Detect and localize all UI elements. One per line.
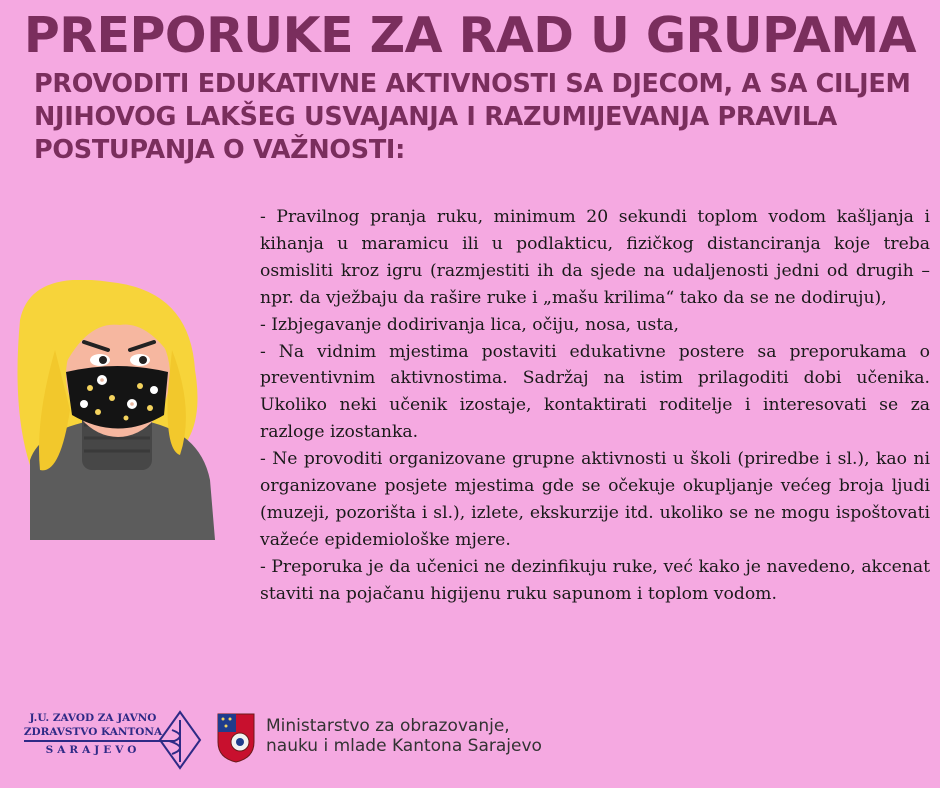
public-health-institute-logo (18, 708, 203, 770)
logo-divider (24, 740, 174, 742)
canton-coat-of-arms-icon (216, 712, 256, 764)
recommendation-item: - Izbjegavanje dodirivanja lica, očiju, nosa, usta, (260, 314, 679, 335)
recommendation-item: - Preporuka je da učenici ne dezinfikuju ruke, već kako je navedeno, akcenat staviti na pojačanu higijenu ruku sapunom i toplom vodom. (260, 556, 930, 604)
page-title: PREPORUKE ZA RAD U GRUPAMA (23, 7, 917, 64)
logo1-line2: ZDRAVSTVO KANTONA (23, 726, 163, 738)
ministry-name (266, 716, 542, 756)
recommendation-item: - Na vidnim mjestima postaviti edukativne postere sa preporukama o preventivnim aktivnostima. Sadržaj na istim prilagoditi dobi učenika. Ukoliko neki učenik izostaje, kontaktirati roditelje i interesovati se za razloge izostanka. (260, 341, 930, 443)
logo1-line1: J.U. ZAVOD ZA JAVNO (29, 712, 157, 724)
ministry-line1: Ministarstvo za obrazovanje, (266, 716, 510, 736)
subtitle-line: POSTUPANJA O VAŽNOSTI: (34, 135, 406, 165)
ministry-logo (216, 712, 556, 768)
subtitle-line: NJIHOVOG LAKŠEG USVAJANJA I RAZUMIJEVANJA PRAVILA (34, 102, 837, 132)
ministry-line2: nauku i mlade Kantona Sarajevo (266, 736, 542, 756)
girl-with-mask-illustration (0, 280, 220, 540)
page-subtitle (34, 68, 924, 167)
subtitle-line: PROVODITI EDUKATIVNE AKTIVNOSTI SA DJECOM, A SA CILJEM (34, 69, 911, 99)
caduceus-icon (158, 710, 202, 770)
logo1-line3: SARAJEVO (45, 744, 141, 756)
recommendation-item: - Ne provoditi organizovane grupne aktivnosti u školi (priredbe i sl.), kao ni organizovane posjete mjestima gde se očekuje okupljanje većeg broja ljudi (muzeji, pozorišta i sl.), izlete, ekskurzije itd. ukoliko se ne mogu ispoštovati važeće epidemiološke mjere. (260, 449, 930, 550)
recommendations-text (260, 204, 930, 608)
recommendation-item: - Pravilnog pranja ruku, minimum 20 sekundi toplom vodom kašljanja i kihanja u maramicu ili u podlakticu, fizičkog distanciranja koje treba osmisliti kroz igru (razmjestiti ih da sjede na udaljenosti jedni od drugih – npr. da vježbaju da raširе ruke i „mašu krilima“ tako da se ne dodiruju), (260, 207, 930, 308)
